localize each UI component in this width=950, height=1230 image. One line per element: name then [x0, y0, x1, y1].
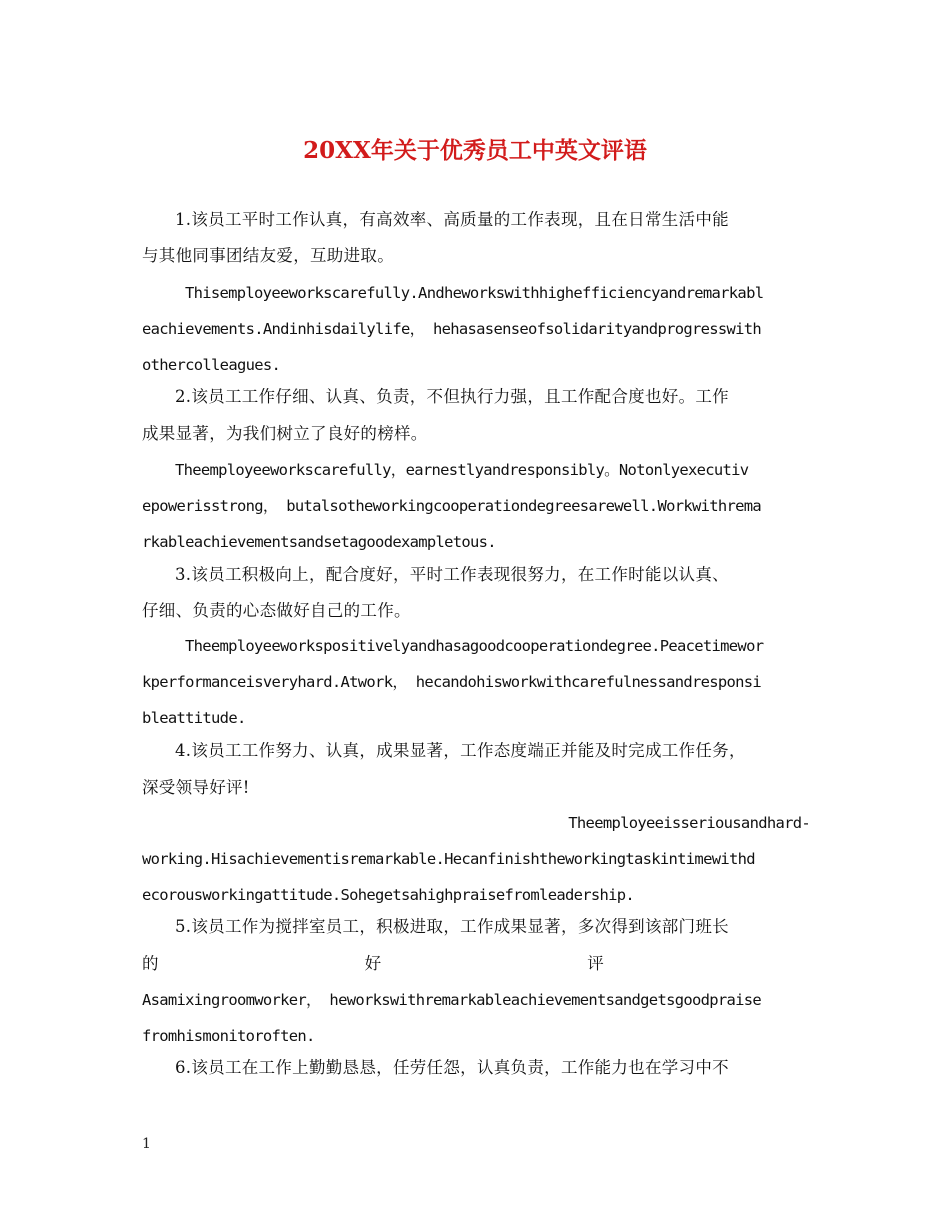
- paragraph-4-cn-line-2: 深受领导好评!: [142, 778, 250, 797]
- paragraph-3-cn-line-2: 仔细、负责的心态做好自己的工作。: [142, 601, 411, 620]
- paragraph-2-en-line-1: Theemployeeworkscarefully，earnestlyandresponsibly。Notonlyexecutiv: [175, 461, 749, 479]
- paragraph-2-en-line-2: epowerisstrong， butalsotheworkingcooperationdegreesarewell.Workwithrema: [142, 497, 762, 515]
- paragraph-2-cn-line-2: 成果显著，为我们树立了良好的榜样。: [142, 424, 428, 443]
- paragraph-3-en-line-1: Theemployeeworkspositivelyandhasagoodcooperationdegree.Peacetimewor: [185, 637, 764, 655]
- paragraph-2-cn-line-1: 2.该员工工作仔细、认真、负责，不但执行力强，且工作配合度也好。工作: [175, 387, 729, 406]
- paragraph-1-en-line-3: othercolleagues.: [142, 356, 281, 374]
- paragraph-4-en-line-2: working.Hisachievementisremarkable.Hecanfinishtheworkingtaskintimewithd: [142, 850, 755, 868]
- paragraph-4-en-line-1: Theemployeeisseriousandhard-: [568, 814, 810, 832]
- paragraph-6-cn-line-1: 6.该员工在工作上勤勤恳恳，任劳任怨，认真负责，工作能力也在学习中不: [175, 1058, 729, 1077]
- paragraph-1-en-line-1: Thisemployeeworkscarefully.Andheworkswithhighefficiencyandremarkabl: [185, 284, 764, 302]
- paragraph-3-en-line-3: bleattitude.: [142, 709, 246, 727]
- paragraph-4-cn-line-1: 4.该员工工作努力、认真，成果显著，工作态度端正并能及时完成工作任务，: [175, 741, 746, 760]
- spread-word-1: 的: [142, 954, 159, 973]
- paragraph-2-en-line-3: rkableachievementsandsetagoodexampletous.: [142, 533, 496, 551]
- document-title: 20XX年关于优秀员工中英文评语: [303, 137, 647, 164]
- paragraph-5-en-line-1: Asamixingroomworker， heworkswithremarkableachievementsandgetsgoodpraise: [142, 991, 762, 1009]
- paragraph-5-en-line-2: fromhismonitoroften.: [142, 1027, 315, 1045]
- paragraph-4-en-line-3: ecorousworkingattitude.Sohegetsahighpraisefromleadership.: [142, 886, 635, 904]
- paragraph-5-cn-line-1: 5.该员工作为搅拌室员工，积极进取，工作成果显著，多次得到该部门班长: [175, 917, 729, 936]
- paragraph-1-cn-line-2: 与其他同事团结友爱，互助进取。: [142, 246, 394, 265]
- spread-word-2: 好: [364, 954, 382, 973]
- paragraph-1-en-line-2: eachievements.Andinhisdailylife， hehasasenseofsolidarityandprogresswith: [142, 320, 762, 338]
- paragraph-3-en-line-2: kperformanceisveryhard.Atwork， hecandohisworkwithcarefulnessandresponsi: [142, 673, 762, 691]
- spread-word-3: 评: [587, 954, 604, 973]
- page-number: 1: [142, 1136, 151, 1152]
- paragraph-3-cn-line-1: 3.该员工积极向上，配合度好，平时工作表现很努力，在工作时能以认真、: [175, 565, 729, 584]
- paragraph-5-cn-line-2: [142, 953, 604, 975]
- paragraph-1-cn-line-1: 1.该员工平时工作认真，有高效率、高质量的工作表现，且在日常生活中能: [175, 210, 729, 229]
